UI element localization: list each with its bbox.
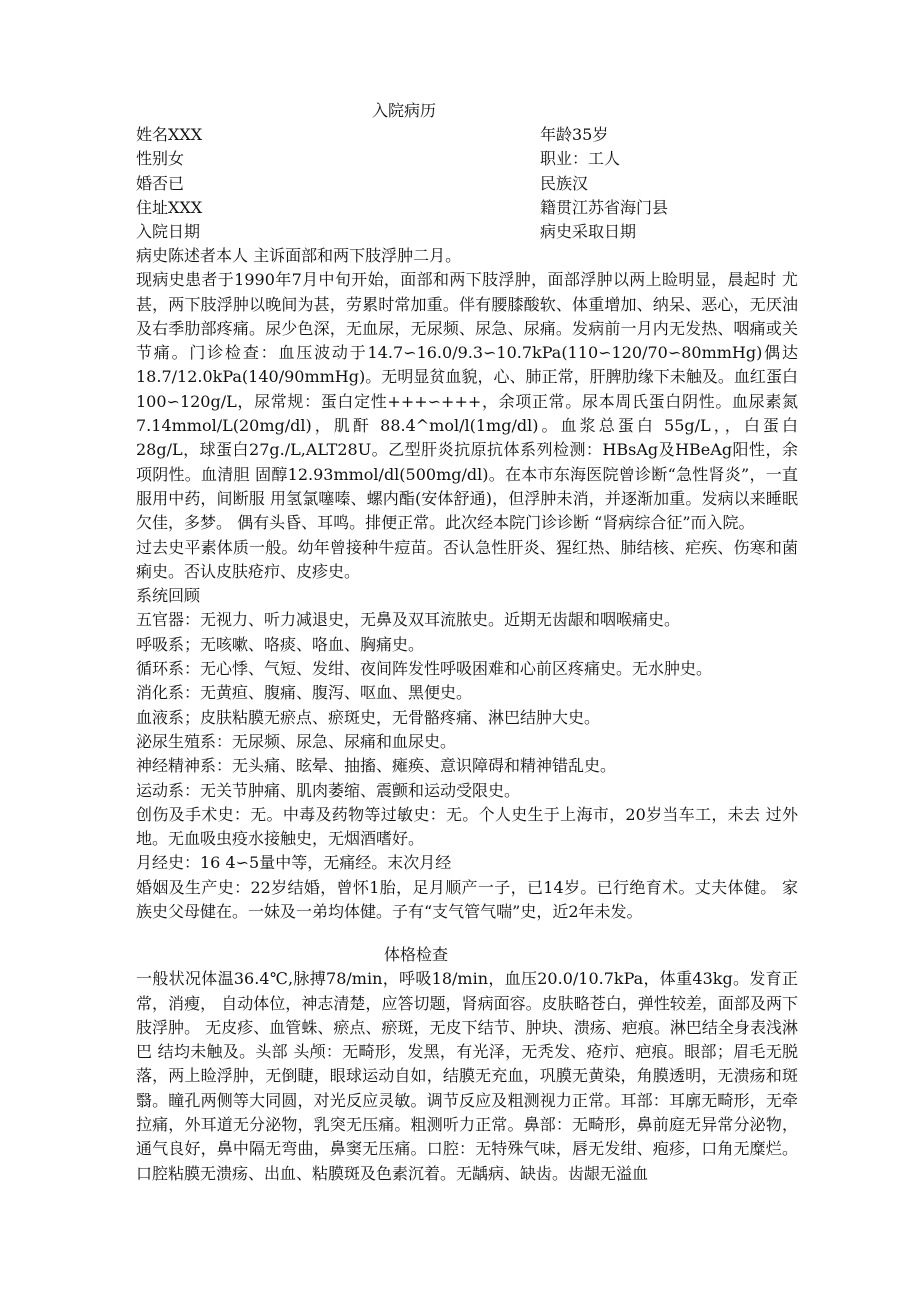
- menstrual-history: 月经史：16 4∽5量中等，无痛经。末次月经: [136, 853, 452, 873]
- info-sex: 性别女: [136, 149, 185, 169]
- exam-body: [136, 943, 798, 1186]
- document-title: 入院病历: [372, 101, 437, 120]
- review-digestive: 消化系：无黄疸、腹痛、腹泻、呕血、黑便史。: [136, 683, 473, 703]
- exam-general: 一般状况体温36.4℃,脉搏78/min，呼吸18/min，血压20.0/10.7kPa，体重43kg。发育正常，消瘦， 自动体位，神志清楚，应答切题，肾病面容。皮肤略苍白，弹性较差，面部及两下肢浮肿。 无皮疹、血管蛛、瘀点、瘀斑，无皮下结节、肿块、溃疡、疤痕。淋巴结全身表浅淋巴 结均未触及。头部 头颅：无畸形，发黑，有光泽，无秃发、疮疖、疤痕。眼部；眉毛无脱落，两上睑浮肿，无倒睫，眼球运动自如，结膜无充血，巩膜无黄染，角膜透明，无溃疡和斑翳。瞳孔两侧等大同圆，对光反应灵敏。调节反应及粗测视力正常。耳部：耳廓无畸形，无牵拉痛，外耳道无分泌物，乳突无压痛。粗测听力正常。鼻部：无畸形，鼻前庭无异常分泌物，通气良好，鼻中隔无弯曲，鼻窦无压痛。口腔：无特殊气味，唇无发绀、疱疹，口角无糜烂。口腔粘膜无溃疡、出血、粘膜斑及色素沉着。无龋病、缺齿。齿龈无溢血: [136, 969, 798, 1183]
- review-motor: 运动系：无关节肿痛、肌肉萎缩、震颤和运动受限史。: [136, 780, 521, 800]
- review-urogenital: 泌尿生殖系：无尿频、尿急、尿痛和血尿史。: [136, 731, 457, 751]
- past-history: 过去史平素体质一般。幼年曾接种牛痘苗。否认急性肝炎、猩红热、肺结核、疟疾、伤寒和菌痢史。否认皮肤疮疖、皮疹史。: [136, 537, 798, 581]
- trauma-personal-history: 创伤及手术史：无。中毒及药物等过敏史：无。个人史生于上海市，20岁当车工，未去 过外地。无血吸虫疫水接触史，无烟酒嗜好。: [136, 804, 798, 849]
- systems-review-heading: 系统回顾: [136, 586, 201, 606]
- info-row: [136, 147, 796, 171]
- history-body: [136, 244, 798, 924]
- info-ethnicity: 民族汉: [540, 173, 589, 193]
- info-row: [136, 220, 796, 244]
- info-age: 年龄35岁: [540, 125, 609, 144]
- info-native-place: 籍贯江苏省海门县: [540, 197, 669, 217]
- present-illness: 现病史患者于1990年7月中旬开始，面部和两下肢浮肿，面部浮肿以两上睑明显，晨起时 尤甚，两下肢浮肿以晚间为甚，劳累时常加重。伴有腰膝酸软、体重增加、纳呆、恶心，无厌油及右季肋部疼痛。尿少色深，无血尿，无尿频、尿急、尿痛。发病前一月内无发热、咽痛或关节痛。门诊检查：血压波动于14.7∽16.0/9.3∽10.7kPa(110∽120/70∽80mmHg)偶达18.7/12.0kPa(140/90mmHg)。无明显贫血貌，心、肺正常，肝脾肋缘下未触及。血红蛋白100∽120g/L，尿常规：蛋白定性+++∽+++，余项正常。尿本周氏蛋白阴性。血尿素氮7.14mmol/L(20mg/dl)，肌酐 88.4^mol/l(1mg/dl)。血浆总蛋白 55g/L，，白蛋白 28g/L，球蛋白27g./L,ALT28U。乙型肝炎抗原抗体系列检测：HBsAg及HBeAg阳性，余项阴性。血清胆 固醇12.93mmol/dl(500mg/dl)。在本市东海医院曾诊断“急性肾炎”，一直服用中药，间断服 用氢氯噻嗪、螺内酯(安体舒通)，但浮肿未消，并逐渐加重。发病以来睡眠欠佳，多梦。 偶有头昏、耳鸣。排便正常。此次经本院门诊诊断 “肾病综合征”而入院。: [136, 270, 798, 533]
- info-row: [136, 123, 796, 147]
- review-blood: 血液系；皮肤粘膜无瘀点、瘀斑史，无骨骼疼痛、淋巴结肿大史。: [136, 707, 601, 727]
- info-history-date: 病史采取日期: [540, 222, 637, 242]
- review-ent: 五官器：无视力、听力减退史，无鼻及双耳流脓史。近期无齿龈和咽喉痛史。: [136, 610, 681, 630]
- info-marital: 婚否已: [136, 173, 185, 193]
- info-name: 姓名XXX: [136, 125, 203, 144]
- info-row: [136, 172, 796, 196]
- patient-info-grid: [136, 123, 796, 244]
- info-row: [136, 196, 796, 220]
- chief-complaint: 病史陈述者本人 主诉面部和两下肢浮肿二月。: [136, 246, 462, 265]
- info-admission-date: 入院日期: [136, 222, 201, 242]
- review-neuro: 神经精神系：无头痛、眩晕、抽搐、瘫痪、意识障碍和精神错乱史。: [136, 756, 617, 776]
- review-circulatory: 循环系：无心悸、气短、发绀、夜间阵发性呼吸困难和心前区疼痛史。无水肿史。: [136, 659, 713, 679]
- review-respiratory: 呼吸系；无咳嗽、咯痰、咯血、胸痛史。: [136, 634, 425, 654]
- marriage-family-history: 婚姻及生产史：22岁结婚，曾怀1胎，足月顺产一子，已14岁。已行绝育术。丈夫体健。 家族史父母健在。一妹及一弟均体健。子有“支气管气喘”史，近2年未发。: [136, 877, 798, 922]
- exam-heading: 体格检查: [384, 945, 449, 964]
- info-occupation: 职业：工人: [540, 149, 621, 169]
- info-address: 住址XXX: [136, 197, 203, 217]
